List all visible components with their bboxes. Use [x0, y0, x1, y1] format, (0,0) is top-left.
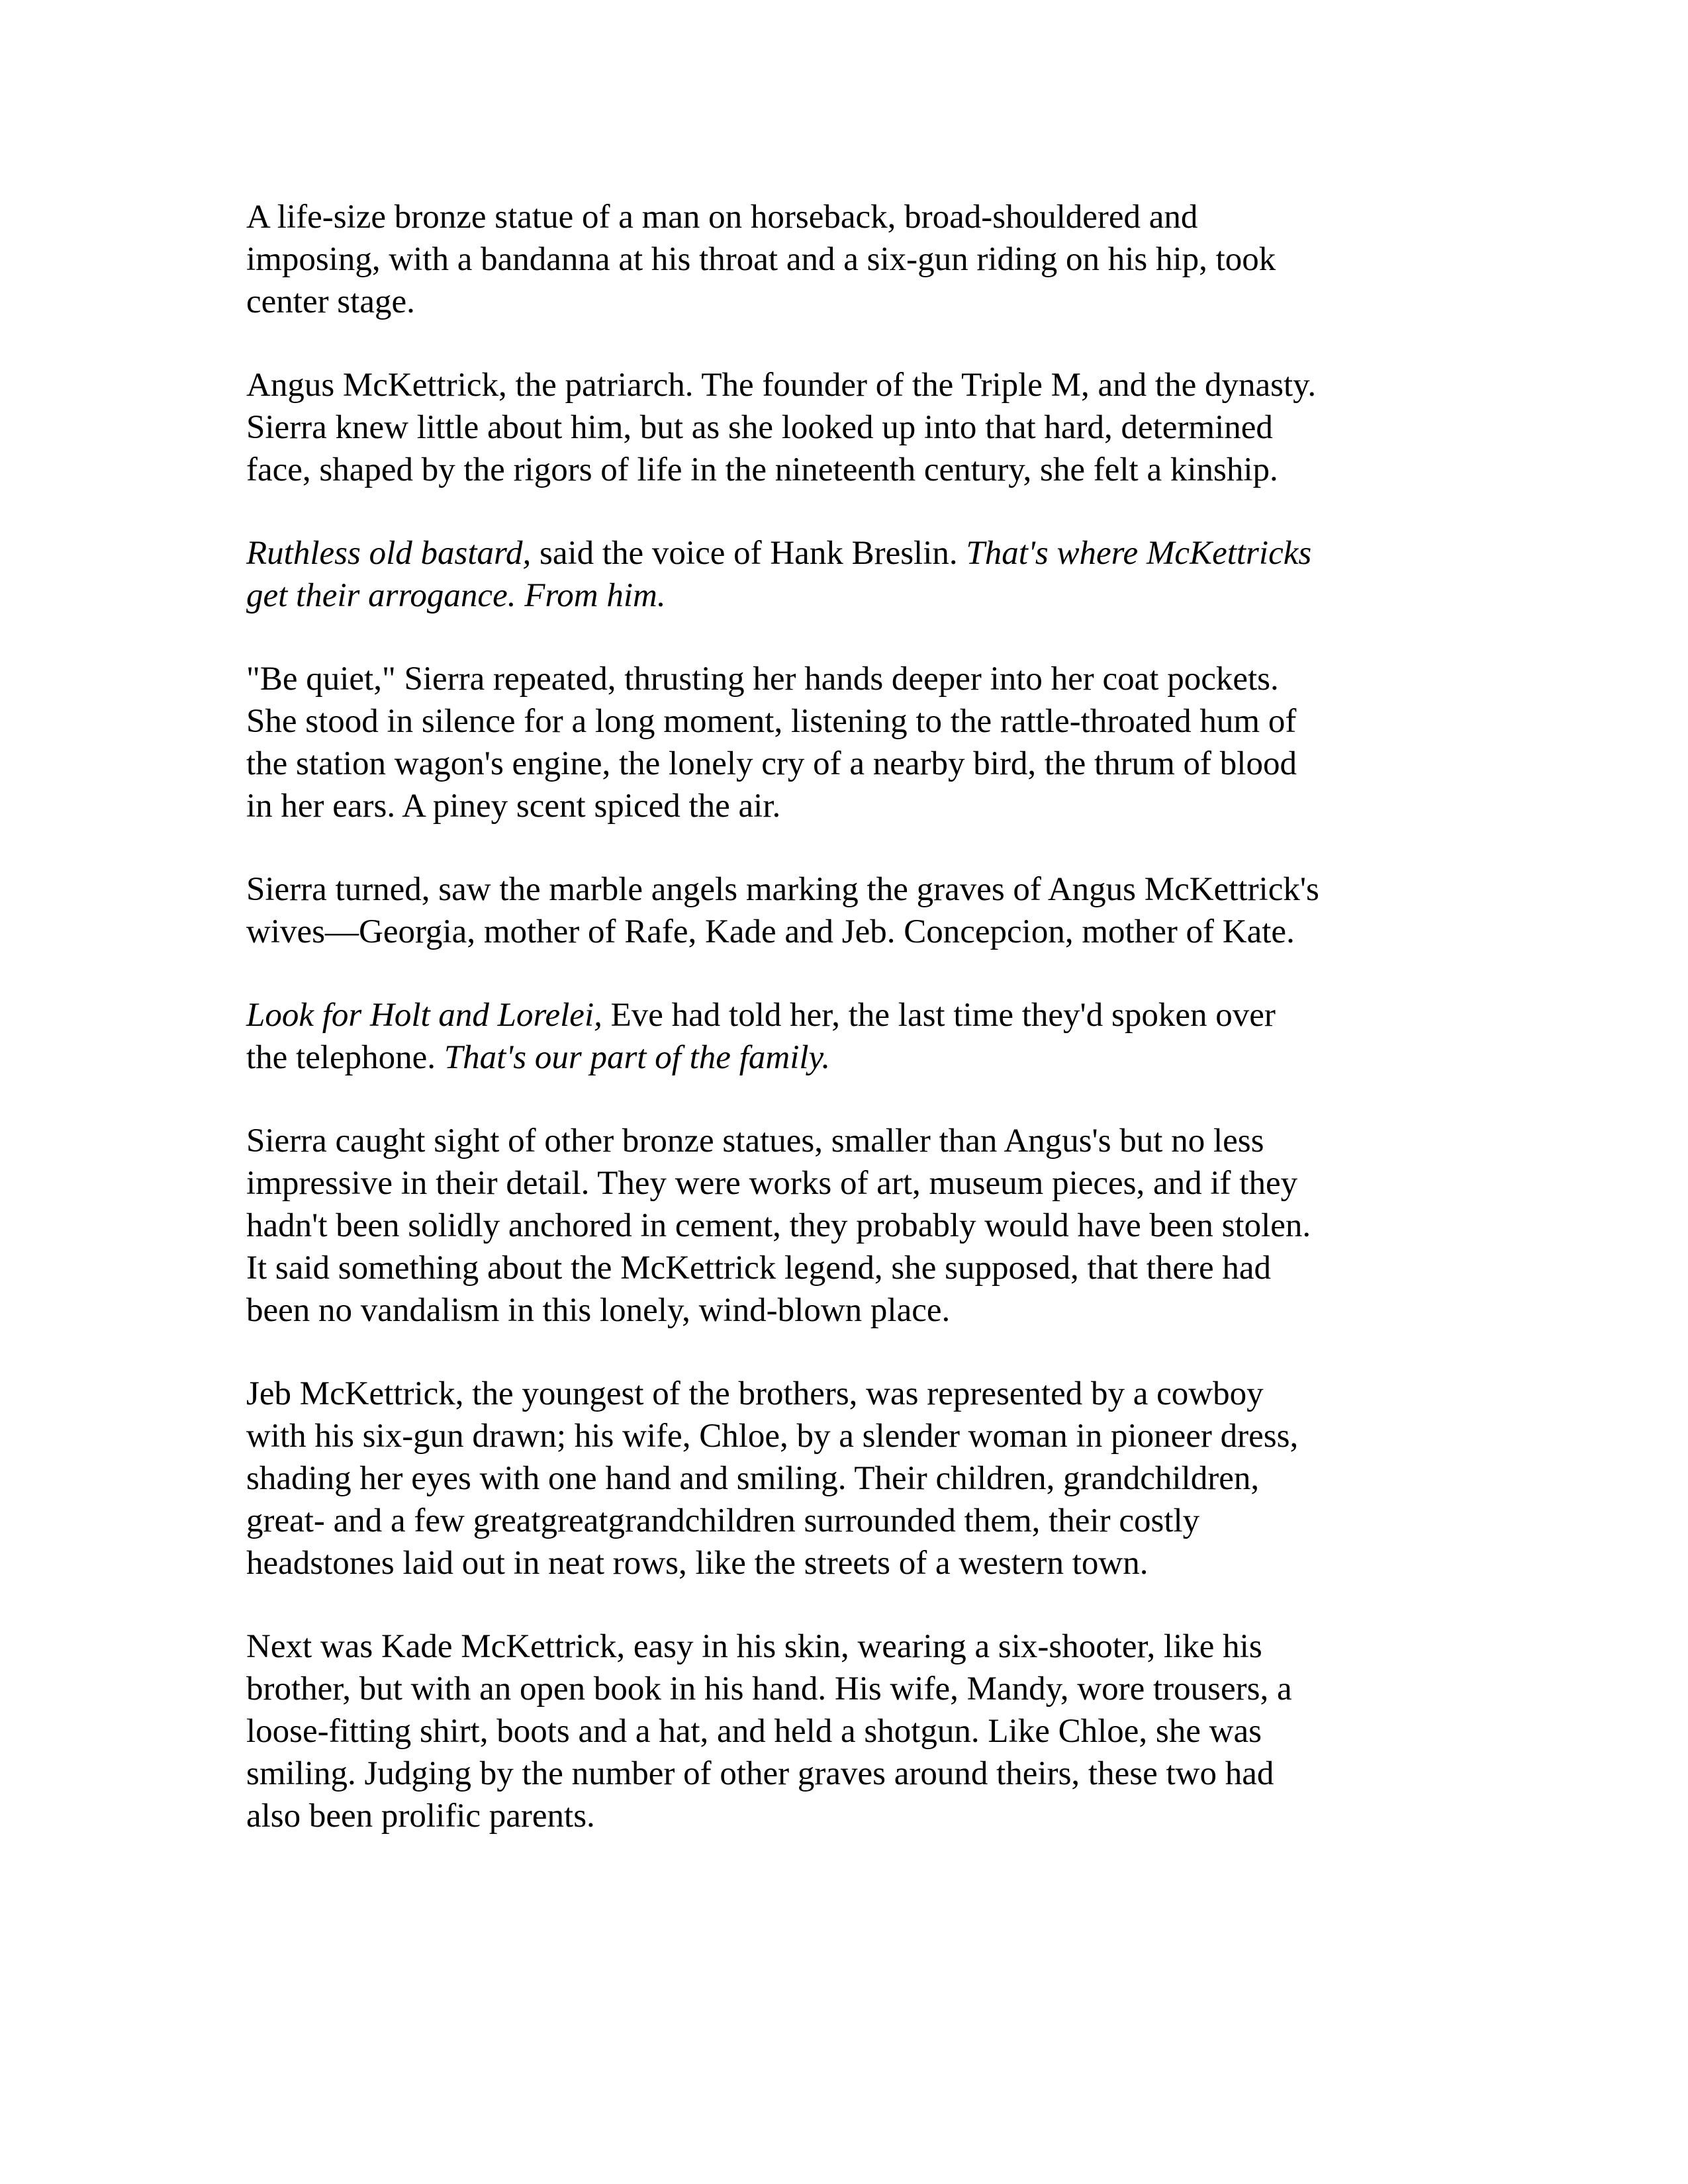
document-page	[246, 196, 1458, 1837]
text-segment: Next was Kade McKettrick, easy in his skin, wearing a six-shooter, like his brother, but with an open book in his hand. His wife, Mandy, wore trousers, a loose-fitting shirt, boots and a hat, and held a shotgun. Like Chloe, she was smiling. Judging by the number of other graves around theirs, these two had also been prolific parents.	[246, 1628, 1292, 1835]
italic-text-segment: That's where McKettricks get their arrogance. From him.	[246, 535, 1312, 614]
italic-text-segment: Look for Holt and Lorelei,	[246, 997, 602, 1034]
paragraph	[246, 364, 1458, 491]
text-segment: Sierra caught sight of other bronze statues, smaller than Angus's but no less impressive in their detail. They were works of art, museum pieces, and if they hadn't been solidly anchored in cement, they probably would have been stolen. It said something about the McKettrick legend, she supposed, that there had been no vandalism in this lonely, wind-blown place.	[246, 1122, 1311, 1329]
italic-text-segment: Ruthless old bastard,	[246, 535, 532, 572]
paragraph	[246, 1120, 1458, 1332]
text-segment: A life-size bronze statue of a man on horseback, broad-shouldered and imposing, with a bandanna at his throat and a six-gun riding on his hip, took center stage.	[246, 199, 1276, 320]
paragraph	[246, 1625, 1458, 1837]
italic-text-segment: That's our part of the family.	[444, 1039, 831, 1076]
text-segment: Eve had told her, the last time they'd spoken over the telephone.	[246, 997, 1276, 1076]
text-segment: Angus McKettrick, the patriarch. The founder of the Triple M, and the dynasty. Sierra knew little about him, but as she looked up into that hard, determined face, shaped by the rigors of life in the nineteenth century, she felt a kinship.	[246, 367, 1317, 488]
paragraph	[246, 868, 1458, 953]
paragraph	[246, 196, 1458, 323]
paragraph	[246, 994, 1458, 1079]
body-text	[246, 196, 1458, 1837]
text-segment: "Be quiet," Sierra repeated, thrusting her hands deeper into her coat pockets. She stood in silence for a long moment, listening to the rattle-throated hum of the station wagon's engine, the lonely cry of a nearby bird, the thrum of blood in her ears. A piney scent spiced the air.	[246, 660, 1297, 825]
paragraph	[246, 1373, 1458, 1584]
text-segment: Sierra turned, saw the marble angels marking the graves of Angus McKettrick's wives—Georgia, mother of Rafe, Kade and Jeb. Concepcion, mother of Kate.	[246, 871, 1319, 950]
paragraph	[246, 532, 1458, 617]
paragraph	[246, 658, 1458, 827]
text-segment: Jeb McKettrick, the youngest of the brothers, was represented by a cowboy with his six-gun drawn; his wife, Chloe, by a slender woman in pioneer dress, shading her eyes with one hand and smiling. Their children, grandchildren, great- and a few greatgreatgrandchildren surrounded them, their costly headstones laid out in neat rows, like the streets of a western town.	[246, 1375, 1299, 1582]
text-segment: said the voice of Hank Breslin.	[531, 535, 966, 572]
